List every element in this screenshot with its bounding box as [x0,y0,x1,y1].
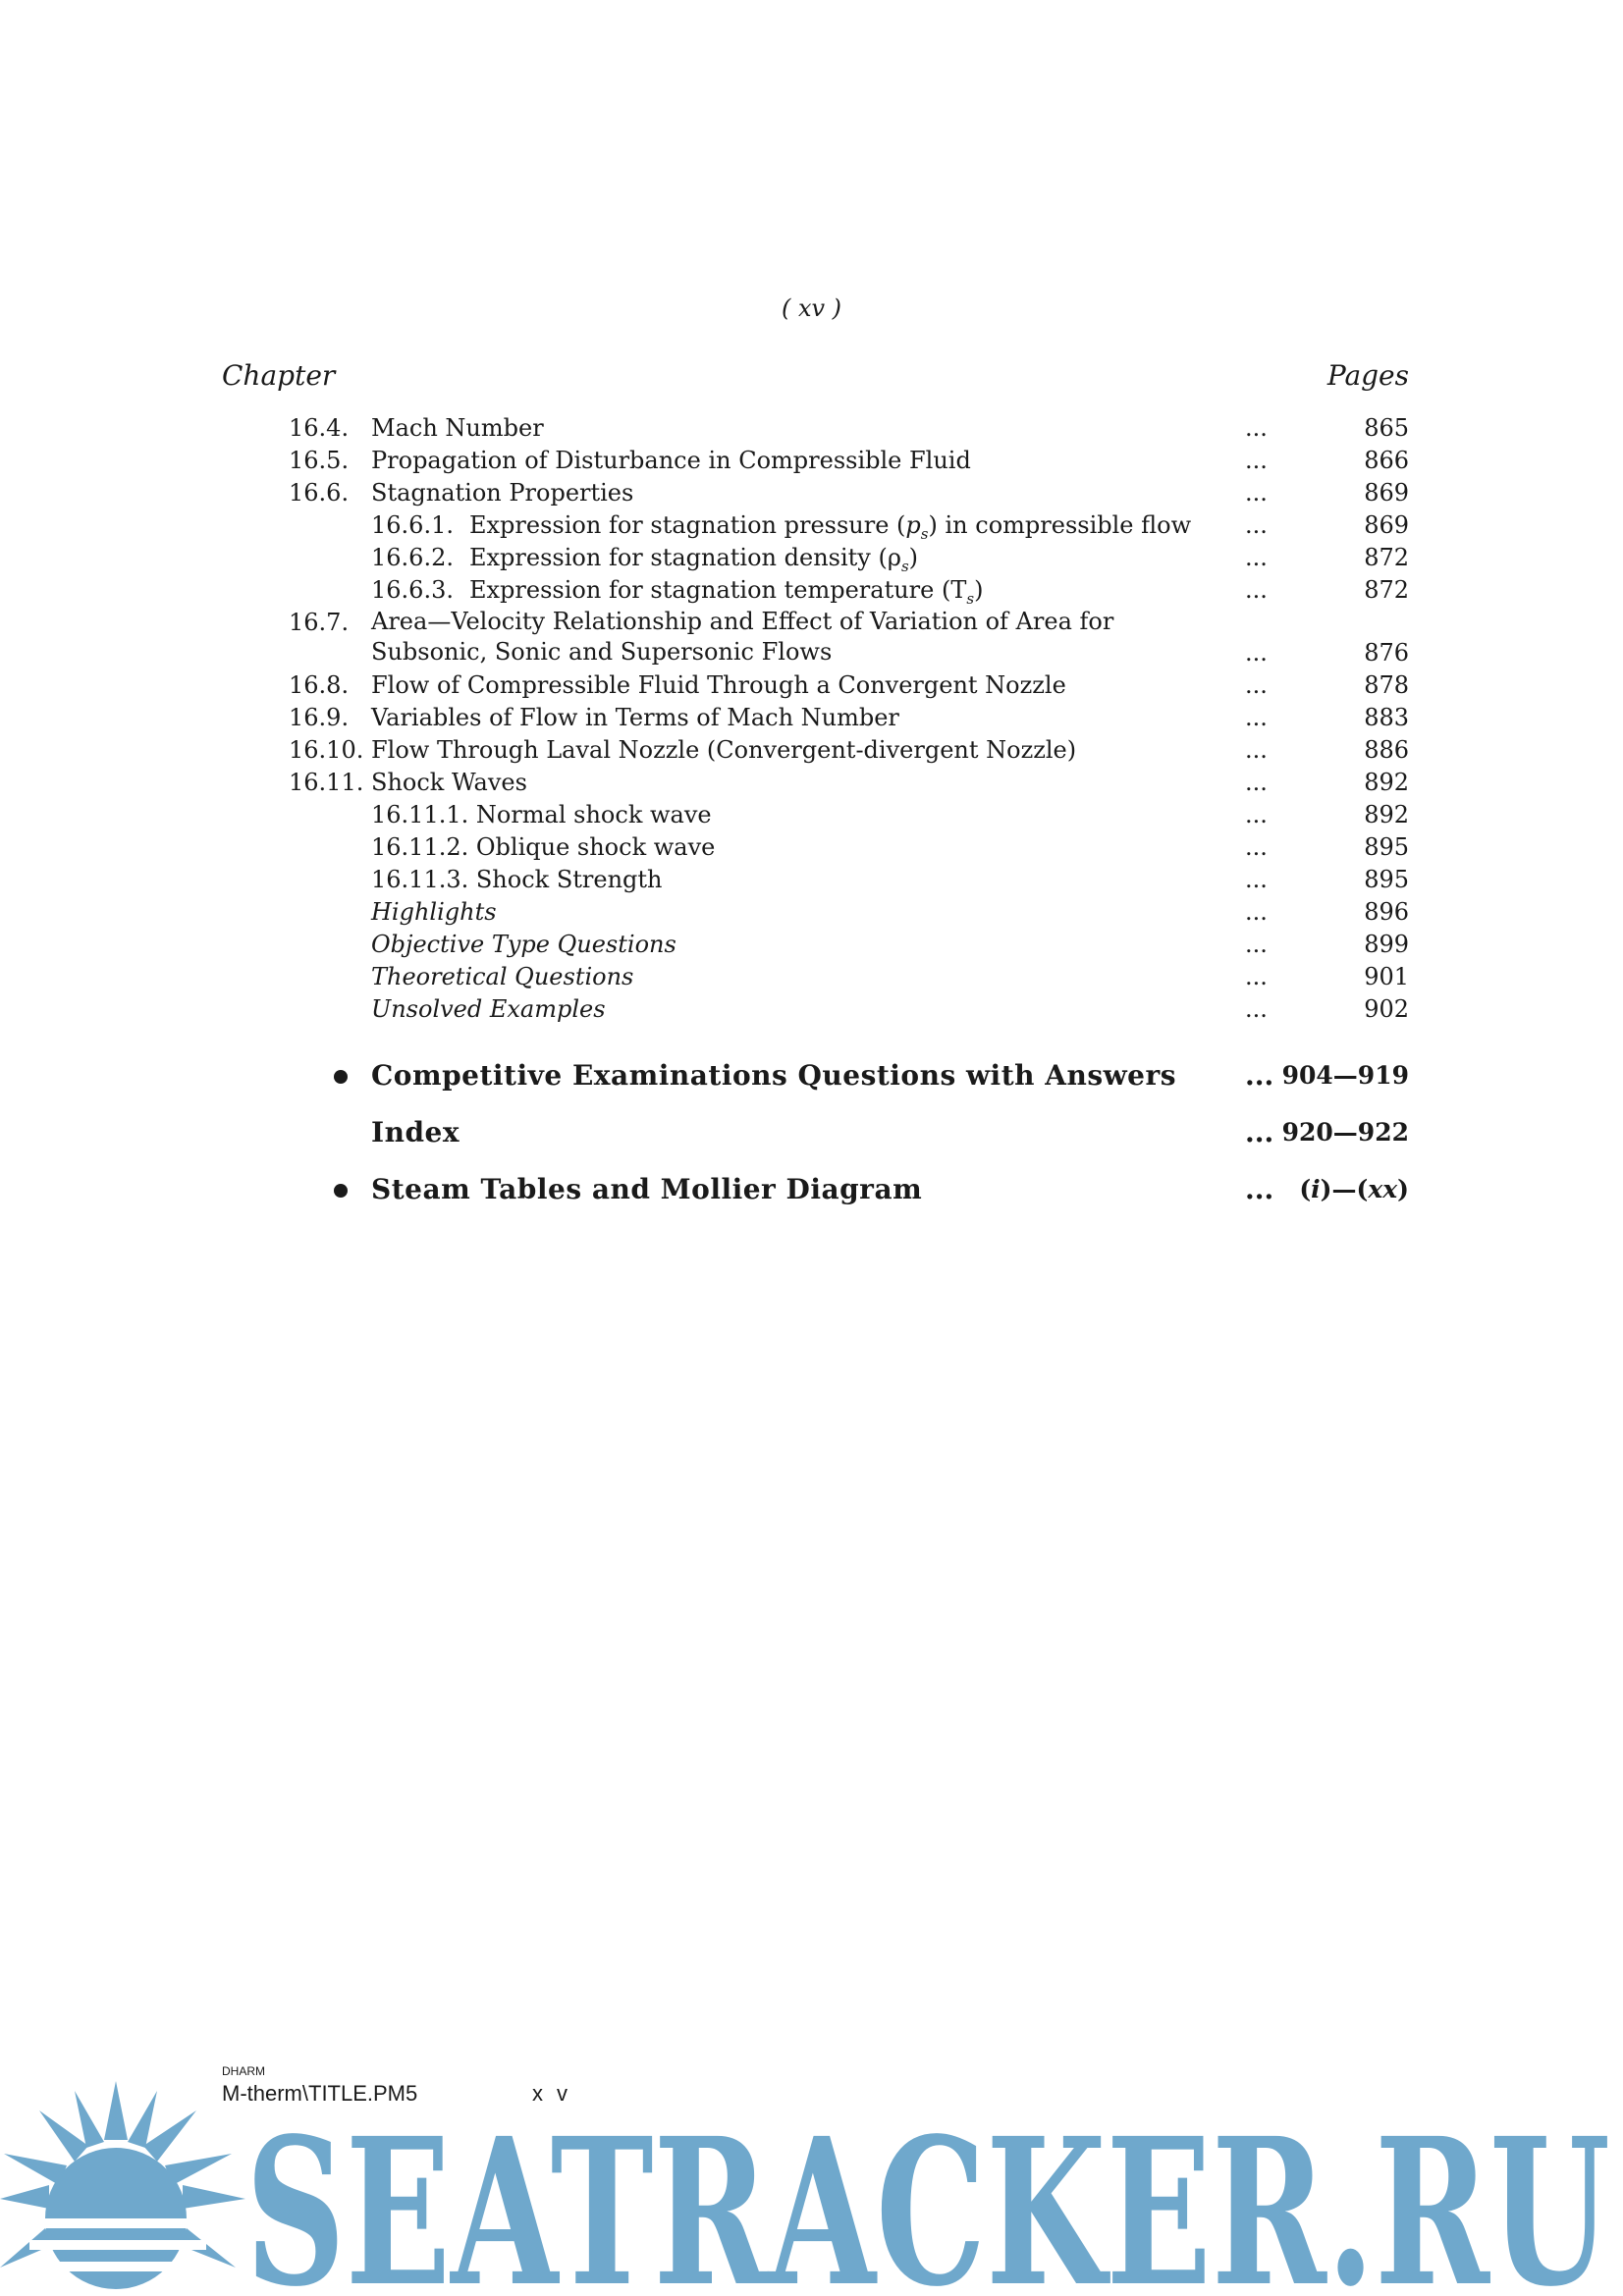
toc-leader: ... [1245,833,1268,861]
toc-leader: ... [1245,801,1268,828]
toc-title: 16.11.2. Oblique shock wave [371,833,716,861]
toc-page: 865 [1364,414,1409,442]
chapter-column-header: Chapter [222,359,336,392]
toc-number: 16.8. [289,671,350,699]
footer-page-number: xv [532,2081,581,2106]
toc-leader: ... [1245,995,1268,1023]
toc-page: (i)—(xx) [1299,1175,1409,1203]
toc-title: Expression for stagnation temperature $(T_s)$ [469,576,984,608]
toc-page: 902 [1364,995,1409,1023]
toc-leader: ... [1245,511,1268,539]
toc-number: 16.10. [289,736,364,764]
toc-row [0,896,1623,929]
toc-title: Area—Velocity Relationship and Effect of Variation of Area for Subsonic, Sonic and Supersonic Flows [371,608,1114,666]
page-folio: ( xv ) [781,294,842,322]
toc-page: 920—922 [1281,1118,1409,1147]
toc-row [0,864,1623,896]
toc-major-title: Index [371,1116,460,1148]
toc-number: 16.7. [289,609,350,636]
toc-page: 866 [1364,447,1409,474]
toc-leader: ... [1245,1059,1274,1092]
toc-major-entry [0,1161,1623,1218]
toc-title: Expression for stagnation pressure $(p_s)$ in compressible flow [469,511,1192,543]
toc-number: 16.6.1. [371,511,454,539]
toc-page: 869 [1364,479,1409,507]
toc-leader: ... [1245,704,1268,731]
toc-page: 869 [1364,511,1409,539]
toc-row [0,509,1623,542]
toc-row [0,574,1623,607]
toc-number: 16.11. [289,769,364,796]
toc-title: Shock Waves [371,769,527,796]
toc-page: 892 [1364,769,1409,796]
toc-leader: ... [1245,639,1268,667]
bullet-icon [334,1184,348,1198]
toc-page: 892 [1364,801,1409,828]
toc-leader: ... [1245,769,1268,796]
toc-major-title: Steam Tables and Mollier Diagram [371,1173,923,1205]
toc-leader: ... [1245,1116,1274,1148]
toc-title: Flow Through Laval Nozzle (Convergent-divergent Nozzle) [371,736,1077,764]
toc-leader: ... [1245,544,1268,571]
toc-row [0,799,1623,831]
toc-number: 16.4. [289,414,350,442]
toc-page: 901 [1364,963,1409,990]
toc-row [0,542,1623,574]
toc-page: 872 [1364,576,1409,604]
toc-row [0,702,1623,734]
toc-title: Stagnation Properties [371,479,634,507]
toc-title: Theoretical Questions [371,963,634,990]
table-of-contents [0,412,1623,1218]
toc-page: 895 [1364,866,1409,893]
toc-title: Mach Number [371,414,544,442]
toc-row [0,831,1623,864]
toc-page: 904—919 [1281,1061,1409,1090]
toc-page: 899 [1364,931,1409,958]
toc-page: 886 [1364,736,1409,764]
toc-leader: ... [1245,931,1268,958]
watermark-logo [245,2109,1615,2295]
toc-page: 876 [1364,639,1409,667]
toc-row [0,961,1623,993]
footer-label: DHARM [222,2064,265,2078]
toc-major-entry [0,1047,1623,1104]
toc-number: 16.6.2. [371,544,454,571]
toc-number: 16.9. [289,704,350,731]
watermark-sun-icon [0,2071,255,2296]
toc-title: Propagation of Disturbance in Compressible Fluid [371,447,971,474]
toc-title: 16.11.3. Shock Strength [371,866,663,893]
toc-leader: ... [1245,414,1268,442]
toc-page: 883 [1364,704,1409,731]
toc-leader: ... [1245,898,1268,926]
toc-number: 16.6.3. [371,576,454,604]
toc-row [0,607,1623,669]
toc-title: Variables of Flow in Terms of Mach Number [371,704,899,731]
toc-leader: ... [1245,866,1268,893]
toc-major-entry [0,1104,1623,1161]
toc-row [0,477,1623,509]
toc-title: 16.11.1. Normal shock wave [371,801,712,828]
toc-title: Objective Type Questions [371,931,676,958]
toc-major-title: Competitive Examinations Questions with Answers [371,1059,1177,1092]
toc-row [0,767,1623,799]
watermark-text: SEATRACKER.RU [245,2109,1610,2295]
toc-leader: ... [1245,479,1268,507]
bullet-icon [334,1070,348,1084]
toc-leader: ... [1245,736,1268,764]
toc-title: Flow of Compressible Fluid Through a Convergent Nozzle [371,671,1066,699]
toc-title: Unsolved Examples [371,995,606,1023]
toc-page: 895 [1364,833,1409,861]
toc-number: 16.6. [289,479,350,507]
toc-row [0,445,1623,477]
toc-row [0,993,1623,1026]
toc-leader: ... [1245,671,1268,699]
toc-row [0,412,1623,445]
toc-row [0,669,1623,702]
toc-leader: ... [1245,447,1268,474]
footer-filename: M-therm\TITLE.PM5 [222,2081,418,2106]
toc-row [0,734,1623,767]
toc-title: Highlights [371,898,497,926]
toc-page: 896 [1364,898,1409,926]
toc-page: 878 [1364,671,1409,699]
toc-page: 872 [1364,544,1409,571]
toc-leader: ... [1245,963,1268,990]
pages-column-header: Pages [1326,359,1409,392]
toc-title: Expression for stagnation density $(\rho_s)$ [469,544,919,575]
toc-row [0,929,1623,961]
toc-leader: ... [1245,576,1268,604]
toc-number: 16.5. [289,447,350,474]
toc-leader: ... [1245,1173,1274,1205]
